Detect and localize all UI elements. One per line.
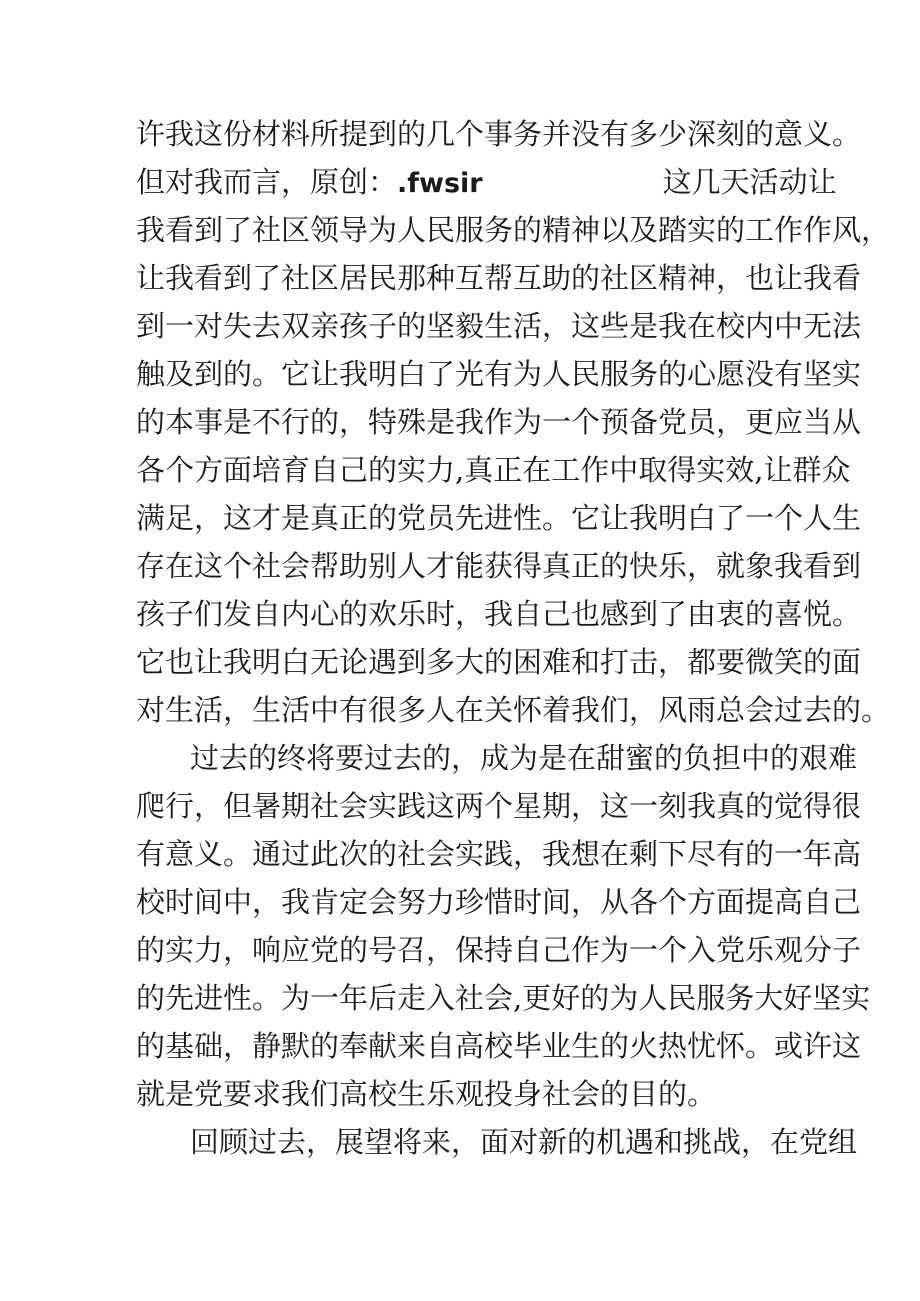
text-line: 孩子们发自内心的欢乐时，我自己也感到了由衷的喜悦。 — [136, 597, 862, 631]
paragraph-start-line: 回顾过去，展望将来，面对新的机遇和挑战，在党组 — [190, 1125, 858, 1159]
text-line: 它也让我明白无论遇到多大的困难和打击，都要微笑的面 — [136, 645, 862, 679]
text-line: 的实力，响应党的号召，保持自己作为一个入党乐观分子 — [136, 933, 862, 967]
text-line: 对生活，生活中有很多人在关怀着我们，风雨总会过去的。 — [136, 693, 891, 727]
source-code-text: .fwsir — [397, 168, 483, 199]
text-line: 的基础，静默的奉献来自高校毕业生的火热忧怀。或许这 — [136, 1029, 862, 1063]
text-line: 的本事是不行的，特殊是我作为一个预备党员，更应当从 — [136, 405, 862, 439]
text-line: 到一对失去双亲孩子的坚毅生活，这些是我在校内中无法 — [136, 309, 862, 343]
text-segment: 这几天活动让 — [662, 165, 837, 199]
text-line: 让我看到了社区居民那种互帮互助的社区精神，也让我看 — [136, 261, 862, 295]
text-line: 触及到的。它让我明白了光有为人民服务的心愿没有坚实 — [136, 357, 862, 391]
text-line-with-code — [136, 158, 837, 206]
text-line: 校时间中，我肯定会努力珍惜时间，从各个方面提高自己 — [136, 885, 862, 919]
text-line: 我看到了社区领导为人民服务的精神以及踏实的工作作风， — [136, 213, 891, 247]
text-line: 存在这个社会帮助别人才能获得真正的快乐，就象我看到 — [136, 549, 862, 583]
text-line: 有意义。通过此次的社会实践，我想在剩下尽有的一年高 — [136, 837, 862, 871]
paragraph-start-line: 过去的终将要过去的，成为是在甜蜜的负担中的艰难 — [190, 741, 858, 775]
text-line: 爬行，但暑期社会实践这两个星期，这一刻我真的觉得很 — [136, 789, 862, 823]
text-line: 各个方面培育自己的实力,真正在工作中取得实效,让群众 — [136, 453, 851, 487]
text-segment: 但对我而言，原创： — [136, 165, 398, 199]
text-line: 就是党要求我们高校生乐观投身社会的目的。 — [136, 1077, 717, 1111]
text-line: 满足，这才是真正的党员先进性。它让我明白了一个人生 — [136, 501, 862, 535]
text-line: 的先进性。为一年后走入社会,更好的为人民服务大好坚实 — [136, 981, 871, 1015]
text-line: 许我这份材料所提到的几个事务并没有多少深刻的意义。 — [136, 117, 862, 151]
